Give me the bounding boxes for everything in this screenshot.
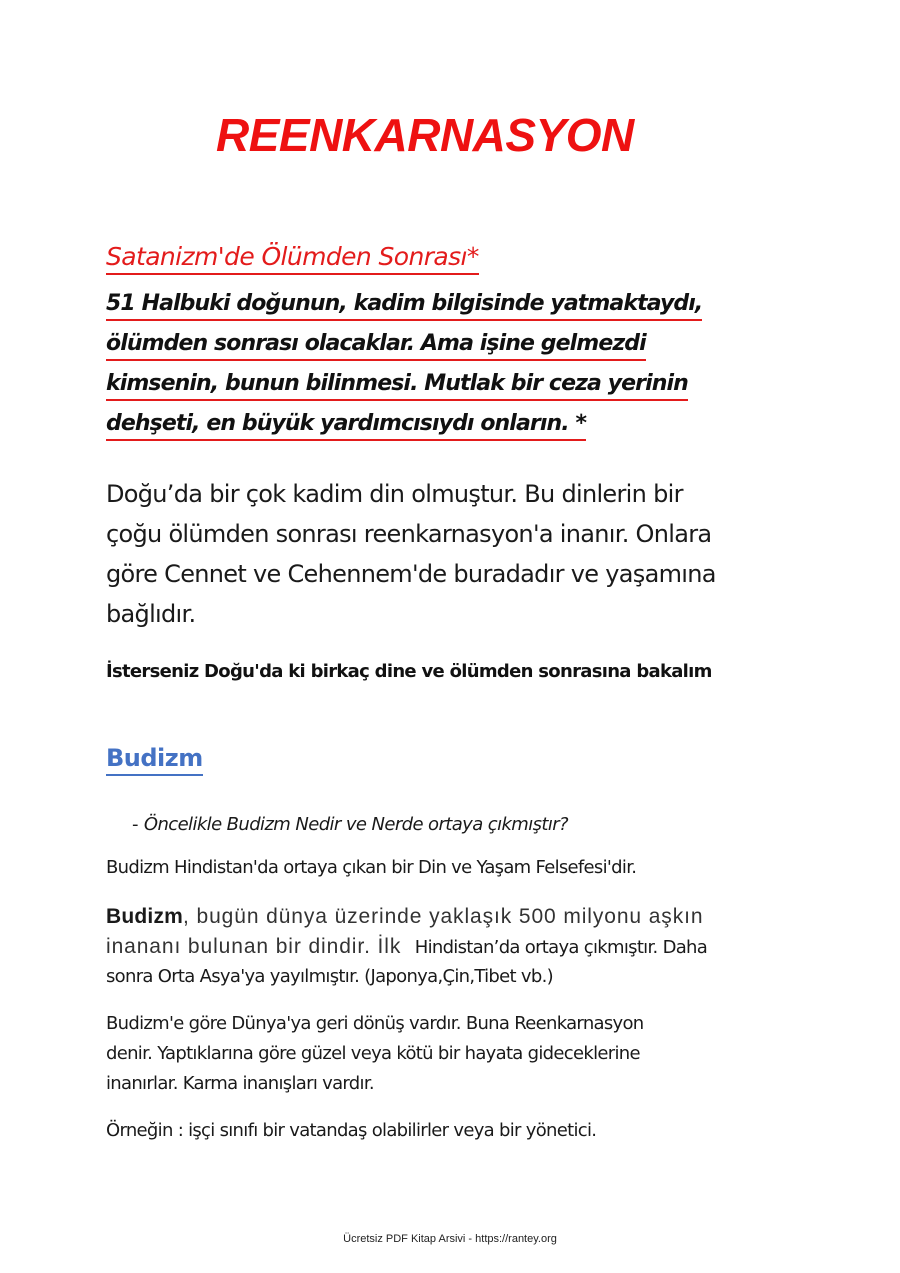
reincarnation-line: inanırlar. Karma inanışları vardır. <box>106 1073 374 1094</box>
quote-subtitle <box>106 242 479 271</box>
population-line: sonra Orta Asya'ya yayılmıştır. (Japonya,Çin,Tibet vb.) <box>106 966 553 987</box>
list-dash: - <box>132 814 138 835</box>
intro-line: bağlıdır. <box>106 600 196 628</box>
bold-note: İsterseniz Doğu'da ki birkaç dine ve ölümden sonrasına bakalım <box>106 661 712 682</box>
example-paragraph <box>106 1116 596 1146</box>
definition-line: Budizm Hindistan'da ortaya çıkan bir Din ve Yaşam Felsefesi'dir. <box>106 857 637 878</box>
question-text: Öncelikle Budizm Nedir ve Nerde ortaya çıkmıştır? <box>143 814 569 835</box>
population-line <box>106 902 786 932</box>
quote-line-text: 51 Halbuki doğunun, kadim bilgisinde yatmaktaydı, <box>106 291 702 321</box>
quote-line <box>106 324 786 364</box>
quote-line <box>106 364 786 404</box>
page-title: REENKARNASYON <box>216 109 634 161</box>
reincarnation-line: Budizm'e göre Dünya'ya geri dönüş vardır. Buna Reenkarnasyon <box>106 1013 644 1034</box>
intro-line: Doğu’da bir çok kadim din olmuştur. Bu dinlerin bir <box>106 480 683 508</box>
quote-line <box>106 404 786 444</box>
population-line2-tail: Hindistan’da ortaya çıkmıştır. Daha <box>414 937 708 958</box>
reincarnation-paragraph <box>106 1009 644 1099</box>
question-item <box>132 814 568 835</box>
intro-paragraph <box>106 474 806 634</box>
intro-line: göre Cennet ve Cehennem'de buradadır ve yaşamına <box>106 560 716 588</box>
example-line: Örneğin : işçi sınıfı bir vatandaş olabilirler veya bir yönetici. <box>106 1120 597 1141</box>
population-line1-rest: , bugün dünya üzerinde yaklaşık 500 milyonu aşkın <box>183 905 704 928</box>
population-line <box>106 932 786 962</box>
quote-subtitle-text: Satanizm'de Ölümden Sonrası* <box>106 242 479 275</box>
quote-line <box>106 284 786 324</box>
quote-line-text: ölümden sonrası olacaklar. Ama işine gelmezdi <box>106 331 646 361</box>
quote-line-text: kimsenin, bunun bilinmesi. Mutlak bir ceza yerinin <box>106 371 688 401</box>
population-line2-start: inananı bulunan bir dindir. İlk <box>106 935 402 958</box>
definition-paragraph <box>106 853 636 883</box>
population-bold-word: Budizm <box>106 905 184 928</box>
quote-line-text: dehşeti, en büyük yardımcısıydı onların. * <box>106 411 586 441</box>
section-heading-budizm <box>106 744 203 772</box>
quote-block <box>106 284 786 444</box>
population-paragraph <box>106 902 786 992</box>
section-heading-text: Budizm <box>106 744 203 776</box>
footer-text: Ücretsiz PDF Kitap Arsivi - https://rantey.org <box>343 1233 557 1245</box>
reincarnation-line: denir. Yaptıklarına göre güzel veya kötü bir hayata gideceklerine <box>106 1043 640 1064</box>
intro-line: çoğu ölümden sonrası reenkarnasyon'a inanır. Onlara <box>106 520 712 548</box>
